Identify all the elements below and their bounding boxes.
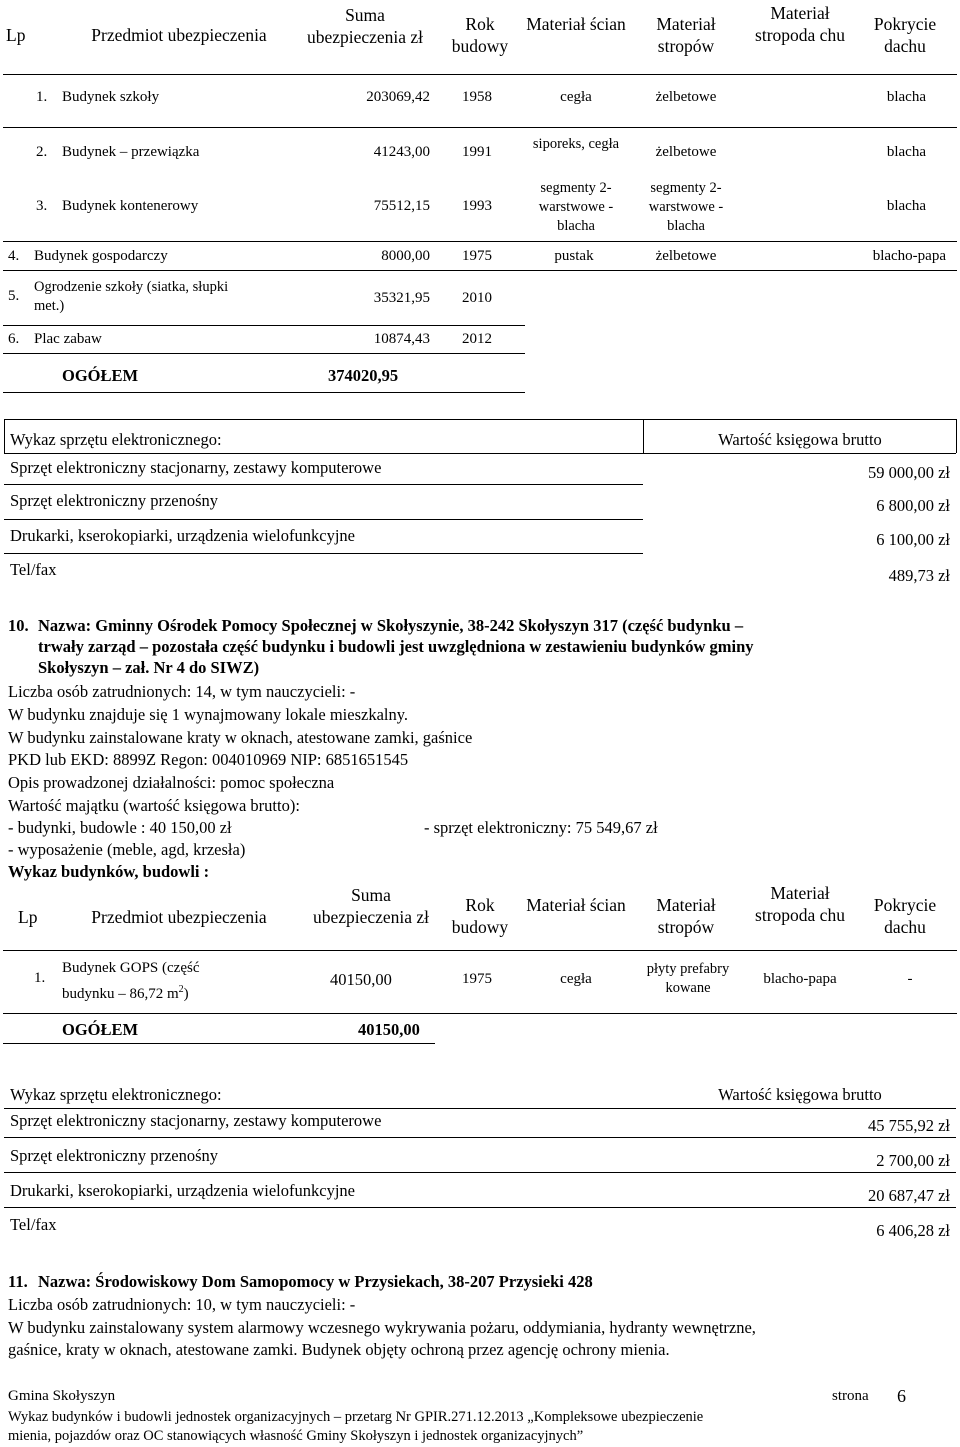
table-row-4-year: 1975 bbox=[462, 248, 492, 264]
col-header-subject: Przedmiot ubezpieczenia bbox=[91, 907, 267, 927]
table-row-1-year: 1958 bbox=[462, 89, 492, 105]
col-header-roof-material: Materiał stropoda chu bbox=[755, 3, 845, 45]
table-row-6-year: 2012 bbox=[462, 331, 492, 347]
equipment-header-right: Wartość księgowa brutto bbox=[718, 430, 882, 449]
table-row-3-subject: Budynek kontenerowy bbox=[62, 198, 199, 214]
total-label: OGÓŁEM bbox=[62, 1020, 139, 1039]
col-header-roof: Pokrycie dachu bbox=[873, 14, 937, 56]
table-row-5-year: 2010 bbox=[462, 290, 492, 306]
table-row-6-lp: 6. bbox=[8, 331, 20, 347]
electronics-value-line: - sprzęt elektroniczny: 75 549,67 zł bbox=[424, 818, 658, 837]
equipment-line: - wyposażenie (meble, agd, krzesła) bbox=[8, 840, 246, 859]
table-row-4-lp: 4. bbox=[8, 248, 20, 264]
table-row-3-walls: segmenty 2-warstwowe - blacha bbox=[538, 180, 614, 234]
col-header-sum: Suma ubezpieczenia zł bbox=[306, 5, 424, 47]
table-row-year: 1975 bbox=[462, 971, 492, 987]
rented-premises-line: W budynku znajduje się 1 wynajmowany lokale mieszkalny. bbox=[8, 705, 409, 724]
divider bbox=[3, 270, 957, 271]
divider bbox=[4, 1172, 956, 1173]
footer-line-3: mienia, pojazdów oraz OC stanowiących własność Gminy Skołyszyn i jednostek organizacyjnych” bbox=[8, 1428, 584, 1444]
footer-line-2: Wykaz budynków i budowli jednostek organizacyjnych – przetarg Nr GPIR.271.12.2013 „Kompleksowe ubezpieczenie bbox=[8, 1409, 704, 1425]
col-header-walls: Materiał ścian bbox=[526, 895, 626, 915]
divider bbox=[3, 392, 525, 393]
table-row-3-roof: blacha bbox=[886, 198, 926, 214]
employees-line: Liczba osób zatrudnionych: 10, w tym nauczycieli: - bbox=[8, 1295, 356, 1314]
table-row-6-subject: Plac zabaw bbox=[34, 331, 102, 347]
col-header-sum: Suma ubezpieczenia zł bbox=[312, 885, 430, 927]
equipment-row-3-value: 20 687,47 zł bbox=[867, 1186, 950, 1205]
divider bbox=[4, 519, 643, 520]
table-row-1-sum: 203069,42 bbox=[366, 89, 430, 105]
table-row-1-lp: 1. bbox=[36, 89, 48, 105]
table-row-1-walls: cegła bbox=[560, 89, 592, 105]
activity-line: Opis prowadzonej działalności: pomoc społeczna bbox=[8, 773, 335, 792]
col-header-walls: Materiał ścian bbox=[526, 14, 626, 34]
divider bbox=[4, 553, 643, 554]
table-row-2-subject: Budynek – przewiązka bbox=[62, 144, 200, 160]
col-header-year: Rok budowy bbox=[451, 895, 509, 937]
security-line-1: W budynku zainstalowany system alarmowy wczesnego wykrywania pożaru, oddymiania, hydranty wewnętrzne, bbox=[8, 1318, 756, 1337]
table-row-2-lp: 2. bbox=[36, 144, 48, 160]
table-row-3-sum: 75512,15 bbox=[373, 198, 430, 214]
equipment-row-4-value: 489,73 zł bbox=[888, 566, 950, 585]
section-10-title-line-1: Nazwa: Gminny Ośrodek Pomocy Społecznej w Skołyszynie, 38-242 Skołyszyn 317 (część budynku – bbox=[38, 616, 744, 635]
col-header-lp: Lp bbox=[6, 25, 26, 45]
footer-page-number: 6 bbox=[897, 1386, 906, 1406]
table-row-4-ceilings: żelbetowe bbox=[655, 248, 717, 264]
security-line: W budynku zainstalowane kraty w oknach, atestowane zamki, gaśnice bbox=[8, 728, 473, 747]
table-row-3-ceilings: segmenty 2-warstwowe - blacha bbox=[648, 180, 724, 234]
table-row-walls: cegła bbox=[560, 971, 592, 987]
buildings-value-line: - budynki, budowle : 40 150,00 zł bbox=[8, 818, 232, 837]
table-row-4-subject: Budynek gospodarczy bbox=[34, 248, 168, 264]
divider bbox=[3, 74, 957, 75]
employees-line: Liczba osób zatrudnionych: 14, w tym nauczycieli: - bbox=[8, 682, 356, 701]
table-row-5-sum: 35321,95 bbox=[373, 290, 430, 306]
table-row-roof-material: blacho-papa bbox=[763, 971, 837, 987]
col-header-ceilings: Materiał stropów bbox=[656, 14, 716, 56]
equipment-row-2-label: Sprzęt elektroniczny przenośny bbox=[10, 491, 219, 510]
subject-part-3: ) bbox=[183, 986, 189, 1002]
equipment-row-3-value: 6 100,00 zł bbox=[876, 530, 950, 549]
col-header-year: Rok budowy bbox=[451, 14, 509, 56]
col-header-roof-material: Materiał stropoda chu bbox=[755, 883, 845, 925]
equipment-row-2-label: Sprzęt elektroniczny przenośny bbox=[10, 1146, 219, 1165]
table-row-roof: - bbox=[907, 971, 913, 987]
footer-org: Gmina Skołyszyn bbox=[8, 1388, 116, 1404]
divider bbox=[4, 1108, 956, 1109]
table-row-5-subject: Ogrodzenie szkoły (siatka, słupki met.) bbox=[34, 279, 229, 314]
equipment-row-1-label: Sprzęt elektroniczny stacjonarny, zestawy komputerowe bbox=[10, 1111, 382, 1130]
table-row-5-lp: 5. bbox=[8, 288, 20, 304]
divider bbox=[3, 1043, 435, 1044]
divider bbox=[956, 419, 957, 453]
total-value: 40150,00 bbox=[358, 1020, 420, 1039]
equipment-row-2-value: 6 800,00 zł bbox=[876, 496, 950, 515]
equipment-header-left: Wykaz sprzętu elektronicznego: bbox=[10, 430, 222, 449]
divider bbox=[3, 353, 525, 354]
section-11-number: 11. bbox=[8, 1272, 28, 1291]
equipment-row-1-value: 45 755,92 zł bbox=[867, 1116, 950, 1135]
table-row-2-ceilings: żelbetowe bbox=[655, 144, 717, 160]
equipment-row-4-value: 6 406,28 zł bbox=[876, 1221, 950, 1240]
table-row-4-sum: 8000,00 bbox=[381, 248, 430, 264]
footer-page-label: strona bbox=[832, 1388, 869, 1404]
equipment-header-left: Wykaz sprzętu elektronicznego: bbox=[10, 1085, 222, 1104]
equipment-row-4-label: Tel/fax bbox=[10, 560, 57, 579]
total-label: OGÓŁEM bbox=[62, 366, 139, 385]
section-10-title-line-2: trwały zarząd – pozostała część budynku i budowli jest uwzględniona w zestawieniu budynków gminy bbox=[38, 637, 754, 656]
section-10-title-line-3: Skołyszyn – zał. Nr 4 do SIWZ) bbox=[38, 658, 260, 677]
buildings-list-title: Wykaz budynków, budowli : bbox=[8, 862, 210, 881]
table-row-2-year: 1991 bbox=[462, 144, 492, 160]
total-value: 374020,95 bbox=[328, 366, 399, 385]
table-row-1-ceilings: żelbetowe bbox=[655, 89, 717, 105]
table-row-ceilings: płyty prefabry kowane bbox=[646, 961, 730, 996]
equipment-row-3-label: Drukarki, kserokopiarki, urządzenia wielofunkcyjne bbox=[10, 1181, 355, 1200]
table-row-subject bbox=[62, 958, 199, 1005]
equipment-header-right: Wartość księgowa brutto bbox=[718, 1085, 882, 1104]
divider bbox=[4, 419, 956, 420]
security-line-2: gaśnice, kraty w oknach, atestowane zamki. Budynek objęty ochroną przez agencję ochrony mienia. bbox=[8, 1340, 670, 1359]
table-row-sum: 40150,00 bbox=[330, 970, 392, 989]
table-row-1-roof: blacha bbox=[886, 89, 926, 105]
section-10-number: 10. bbox=[8, 616, 29, 635]
table-row-2-sum: 41243,00 bbox=[373, 144, 430, 160]
equipment-row-3-label: Drukarki, kserokopiarki, urządzenia wielofunkcyjne bbox=[10, 526, 355, 545]
divider bbox=[3, 325, 525, 326]
table-row-4-walls: pustak bbox=[554, 248, 594, 264]
divider bbox=[4, 453, 956, 454]
table-row-3-lp: 3. bbox=[36, 198, 48, 214]
table-row-4-roof: blacho-papa bbox=[872, 248, 946, 264]
table-row-3-year: 1993 bbox=[462, 198, 492, 214]
table-row-6-sum: 10874,43 bbox=[373, 331, 430, 347]
equipment-row-2-value: 2 700,00 zł bbox=[876, 1151, 950, 1170]
subject-superscript: 2 bbox=[178, 984, 184, 995]
divider bbox=[3, 950, 957, 951]
col-header-ceilings: Materiał stropów bbox=[656, 895, 716, 937]
equipment-row-1-label: Sprzęt elektroniczny stacjonarny, zestawy komputerowe bbox=[10, 458, 382, 477]
table-row-lp: 1. bbox=[34, 970, 46, 986]
divider bbox=[3, 127, 957, 128]
divider bbox=[4, 419, 5, 453]
col-header-roof: Pokrycie dachu bbox=[873, 895, 937, 937]
divider bbox=[4, 1207, 956, 1208]
divider bbox=[3, 241, 957, 242]
equipment-row-4-label: Tel/fax bbox=[10, 1215, 57, 1234]
table-row-2-walls: siporeks, cegła bbox=[532, 136, 620, 152]
col-header-subject: Przedmiot ubezpieczenia bbox=[91, 25, 267, 45]
subject-part-1: Budynek GOPS (część bbox=[62, 960, 200, 976]
col-header-lp: Lp bbox=[18, 907, 38, 927]
subject-part-2: budynku – 86,72 m bbox=[62, 986, 179, 1002]
divider bbox=[4, 1137, 956, 1138]
registry-line: PKD lub EKD: 8899Z Regon: 004010969 NIP: 6851651545 bbox=[8, 750, 409, 769]
equipment-row-1-value: 59 000,00 zł bbox=[867, 463, 950, 482]
table-row-1-subject: Budynek szkoły bbox=[62, 89, 160, 105]
divider bbox=[3, 1013, 957, 1014]
divider bbox=[4, 484, 643, 485]
table-row-2-roof: blacha bbox=[886, 144, 926, 160]
section-11-title: Nazwa: Środowiskowy Dom Samopomocy w Przysiekach, 38-207 Przysieki 428 bbox=[38, 1272, 593, 1291]
asset-value-line: Wartość majątku (wartość księgowa brutto): bbox=[8, 796, 300, 815]
